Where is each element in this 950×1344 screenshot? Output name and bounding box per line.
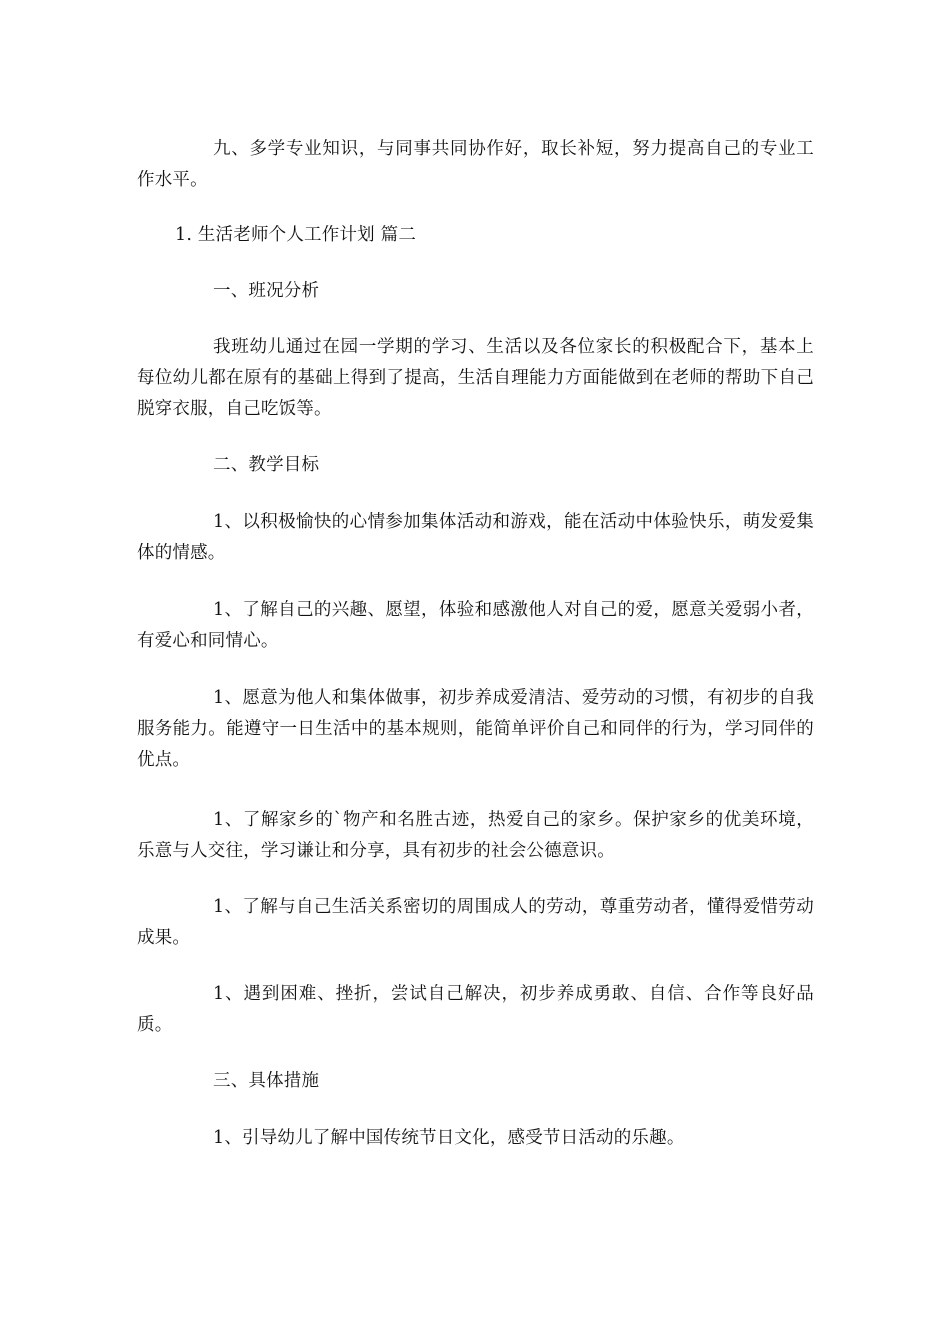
paragraph-goal-1: 1、以积极愉快的心情参加集体活动和游戏，能在活动中体验快乐，萌发爱集体的情感。 — [137, 512, 814, 563]
section-title: 1. 生活老师个人工作计划 篇二 — [175, 225, 417, 245]
paragraph-goal-3: 1、愿意为他人和集体做事，初步养成爱清洁、爱劳动的习惯，有初步的自我服务能力。能遵守一日生活中的基本规则，能简单评价自己和同伴的行为，学习同伴的优点。 — [137, 688, 814, 770]
heading-class-analysis: 一、班况分析 — [213, 281, 320, 301]
paragraph-goal-2: 1、了解自己的兴趣、愿望，体验和感激他人对自己的爱，愿意关爱弱小者，有爱心和同情心。 — [137, 600, 814, 651]
paragraph-goal-4: 1、了解家乡的`物产和名胜古迹，热爱自己的家乡。保护家乡的优美环境，乐意与人交往，学习谦让和分享，具有初步的社会公德意识。 — [137, 810, 814, 861]
paragraph-class-analysis: 我班幼儿通过在园一学期的学习、生活以及各位家长的积极配合下，基本上每位幼儿都在原有的基础上得到了提高，生活自理能力方面能做到在老师的帮助下自己脱穿衣服，自己吃饭等。 — [137, 337, 814, 419]
paragraph-item-9: 九、多学专业知识，与同事共同协作好，取长补短，努力提高自己的专业工作水平。 — [137, 139, 814, 190]
heading-specific-measures: 三、具体措施 — [213, 1071, 320, 1091]
paragraph-goal-6: 1、遇到困难、挫折，尝试自己解决，初步养成勇敢、自信、合作等良好品质。 — [137, 984, 814, 1035]
paragraph-goal-5: 1、了解与自己生活关系密切的周围成人的劳动，尊重劳动者，懂得爱惜劳动成果。 — [137, 897, 814, 948]
heading-teaching-goals: 二、教学目标 — [213, 455, 320, 475]
paragraph-measure-1: 1、引导幼儿了解中国传统节日文化，感受节日活动的乐趣。 — [213, 1128, 685, 1148]
